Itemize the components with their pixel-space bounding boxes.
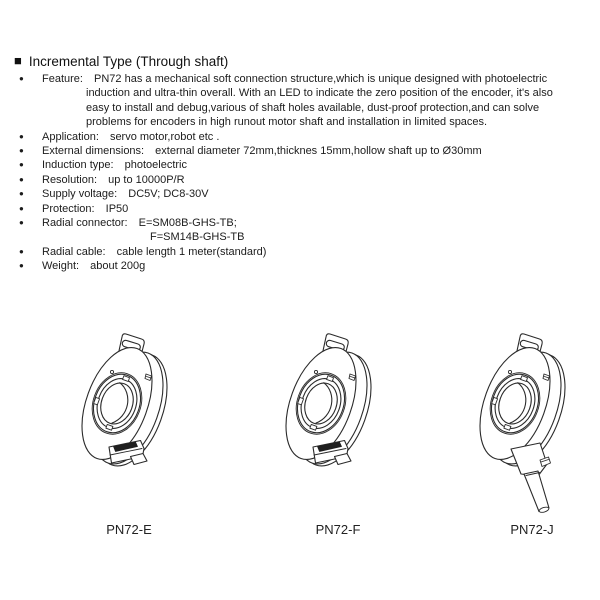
spec-value: about 200g (90, 260, 146, 273)
bullet-icon: ● (19, 261, 24, 271)
spec-external-dimensions (14, 144, 592, 158)
section-square-icon: ■ (14, 53, 22, 68)
model-label-pn72-j: PN72-J (510, 522, 554, 537)
spec-radial-cable (14, 245, 592, 259)
bullet-icon: ● (19, 174, 24, 184)
encoder-drawing-pn72-j (465, 326, 575, 521)
spec-value: IP50 (105, 202, 129, 215)
spec-value: up to 10000P/R (108, 173, 185, 186)
bullet-icon: ● (19, 246, 24, 256)
spec-induction-type (14, 158, 592, 172)
spec-value: cable length 1 meter(standard) (116, 245, 267, 258)
spec-value: photoelectric (124, 159, 187, 172)
encoder-drawing-pn72-e (67, 326, 177, 521)
model-label-pn72-e: PN72-E (106, 522, 152, 537)
spec-value: easy to install and debug,various of shaft holes available, dust-proof protection,and can solve (86, 101, 540, 114)
spec-value: external diameter 72mm,thicknes 15mm,hollow shaft up to Ø30mm (155, 145, 482, 158)
spec-label: Feature: (42, 73, 83, 85)
bullet-icon: ● (19, 74, 24, 83)
spec-label: Resolution: (42, 173, 98, 186)
bullet-icon: ● (19, 203, 24, 213)
model-label-pn72-f: PN72-F (315, 522, 361, 537)
spec-resolution (14, 173, 592, 187)
encoder-drawing-pn72-f (271, 326, 381, 521)
section-header (14, 54, 228, 69)
spec-label: Induction type: (42, 159, 114, 172)
spec-feature-line4 (14, 115, 592, 129)
spec-supply-voltage (14, 187, 592, 201)
bullet-icon: ● (19, 189, 24, 199)
spec-radial-connector-line2 (14, 230, 592, 244)
spec-value: F=SM14B-GHS-TB (150, 231, 245, 244)
bullet-icon: ● (19, 131, 24, 141)
spec-value: E=SM08B-GHS-TB; (138, 217, 237, 230)
spec-weight (14, 259, 592, 273)
spec-value: PN72 has a mechanical soft connection structure,which is unique designed with photoelectric (94, 73, 548, 85)
spec-protection (14, 202, 592, 216)
spec-value: induction and ultra-thin overall. With an LED to indicate the zero position of the encoder, it's also (86, 87, 553, 100)
spec-label: Application: (42, 130, 99, 143)
spec-list (14, 72, 592, 274)
spec-value: problems for encoders in high runout motor shaft and installation in limited spaces. (86, 116, 488, 129)
section-title: Incremental Type (Through shaft) (28, 54, 229, 69)
spec-application (14, 130, 592, 144)
spec-feature-line1 (14, 72, 592, 86)
spec-label: Supply voltage: (42, 188, 118, 201)
spec-label: Protection: (42, 202, 95, 215)
bullet-icon: ● (19, 160, 24, 170)
spec-label: Radial cable: (42, 245, 106, 258)
spec-label: Radial connector: (42, 217, 128, 230)
spec-radial-connector (14, 216, 592, 230)
bullet-icon: ● (19, 146, 24, 156)
spec-value: DC5V; DC8-30V (128, 188, 209, 201)
spec-label: Weight: (42, 260, 80, 273)
spec-label: External dimensions: (42, 145, 145, 158)
spec-feature-line2 (14, 86, 592, 100)
spec-feature-line3 (14, 101, 592, 115)
spec-value: servo motor,robot etc . (109, 130, 220, 143)
bullet-icon: ● (19, 218, 24, 228)
